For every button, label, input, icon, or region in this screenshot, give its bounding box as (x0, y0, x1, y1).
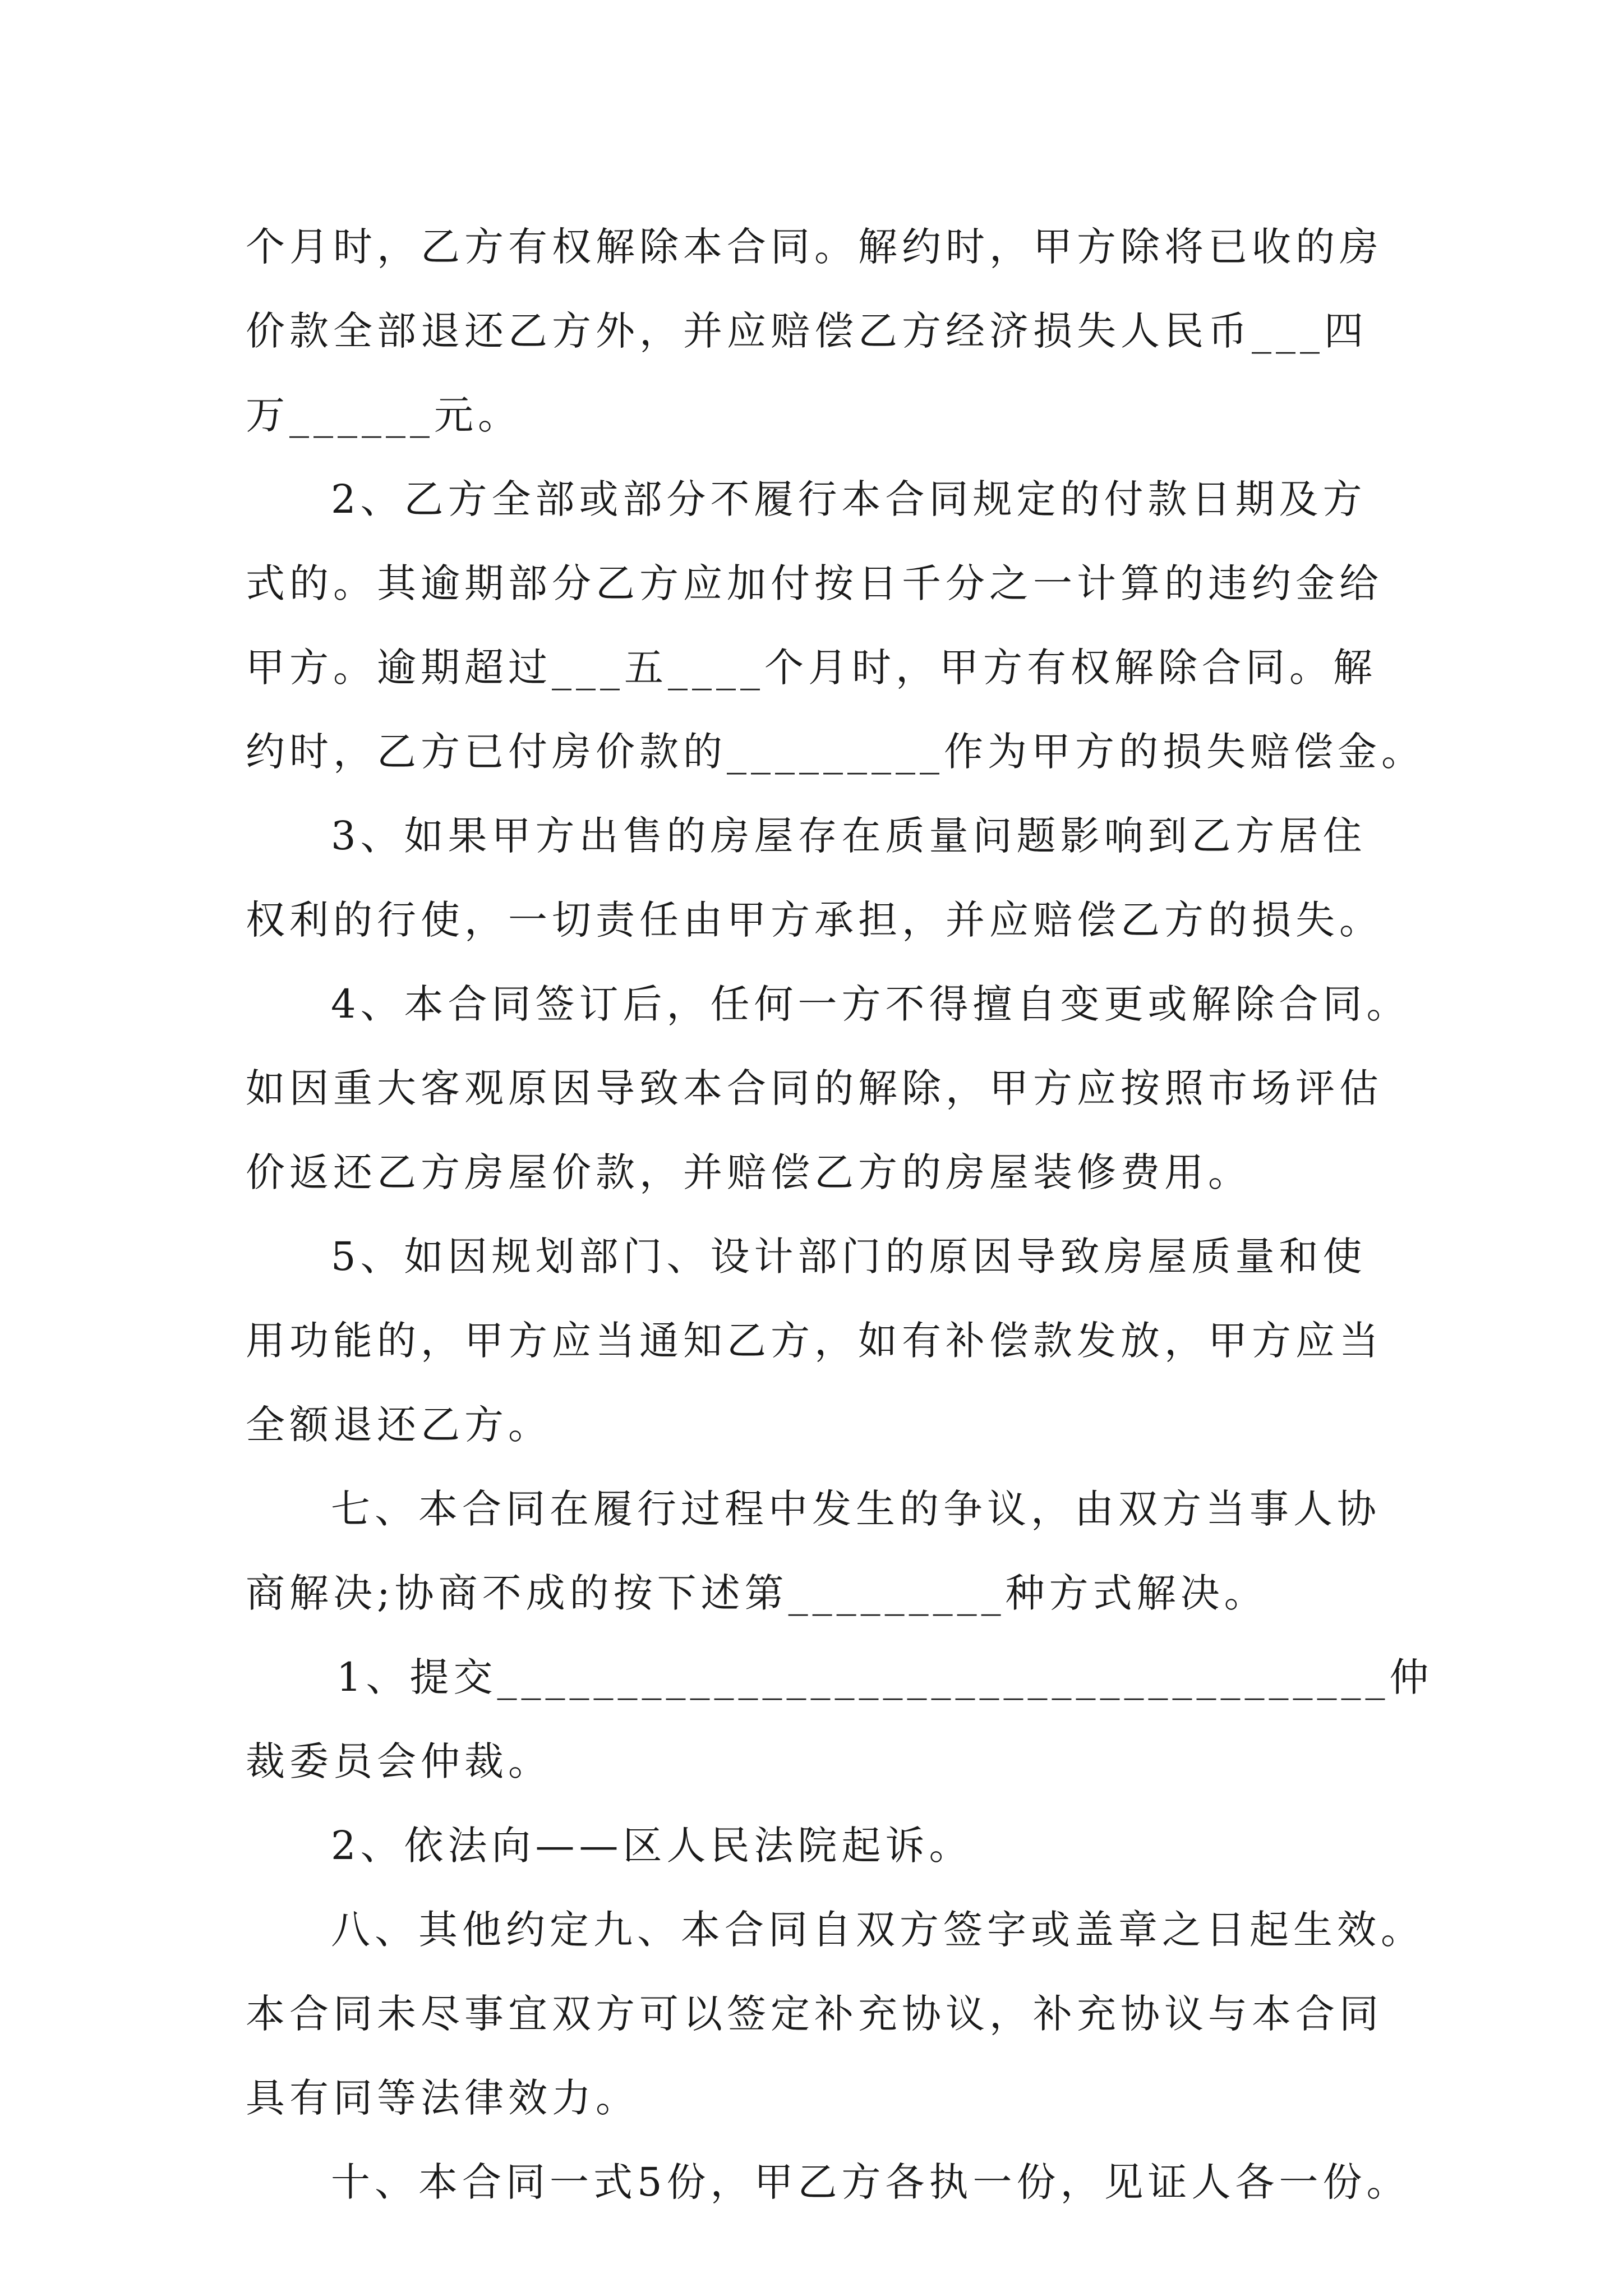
text-line: 具有同等法律效力。 (246, 2075, 639, 2121)
paragraph-5-start: 5、如因规划部门、设计部门的原因导致房屋质量和使 (331, 1234, 1367, 1280)
text-line: 裁委员会仲裁。 (246, 1738, 552, 1784)
text-line: 权利的行使，一切责任由甲方承担，并应赔偿乙方的损失。 (246, 897, 1383, 943)
paragraph-2-start: 2、乙方全部或部分不履行本合同规定的付款日期及方 (331, 476, 1367, 522)
text-line: 本合同未尽事宜双方可以签定补充协议，补充协议与本合同 (246, 1991, 1383, 2037)
text-line: 约时，乙方已付房价款的_________作为甲方的损失赔偿金。 (246, 729, 1425, 775)
text-line: 全额退还乙方。 (246, 1402, 552, 1448)
section-10-line: 十、本合同一式5份，甲乙方各执一份，见证人各一份。 (331, 2159, 1410, 2205)
text-line: 用功能的，甲方应当通知乙方，如有补偿款发放，甲方应当 (246, 1318, 1383, 1364)
section-7-start: 七、本合同在履行过程中发生的争议，由双方当事人协 (331, 1486, 1381, 1532)
section-8-9-start: 八、其他约定九、本合同自双方签字或盖章之日起生效。 (331, 1907, 1424, 1953)
text-line: 式的。其逾期部分乙方应加付按日千分之一计算的违约金给 (246, 560, 1383, 606)
text-line: 个月时，乙方有权解除本合同。解约时，甲方除将已收的房 (246, 224, 1383, 270)
arbitration-option-line: 1、提交_____________________________________仲 (336, 1654, 1433, 1700)
text-line: 如因重大客观原因导致本合同的解除，甲方应按照市场评估 (246, 1065, 1383, 1111)
paragraph-3-start: 3、如果甲方出售的房屋存在质量问题影响到乙方居住 (331, 813, 1367, 859)
text-line: 价返还乙方房屋价款，并赔偿乙方的房屋装修费用。 (246, 1149, 1252, 1195)
court-option-line: 2、依法向——区人民法院起诉。 (331, 1823, 973, 1869)
text-line: 商解决;协商不成的按下述第_________种方式解决。 (246, 1570, 1268, 1616)
text-line: 甲方。逾期超过___五____个月时，甲方有权解除合同。解 (246, 645, 1377, 691)
text-line: 价款全部退还乙方外，并应赔偿乙方经济损失人民币___四 (246, 308, 1368, 354)
paragraph-4-start: 4、本合同签订后，任何一方不得擅自变更或解除合同。 (331, 981, 1410, 1027)
text-line: 万______元。 (246, 392, 522, 438)
